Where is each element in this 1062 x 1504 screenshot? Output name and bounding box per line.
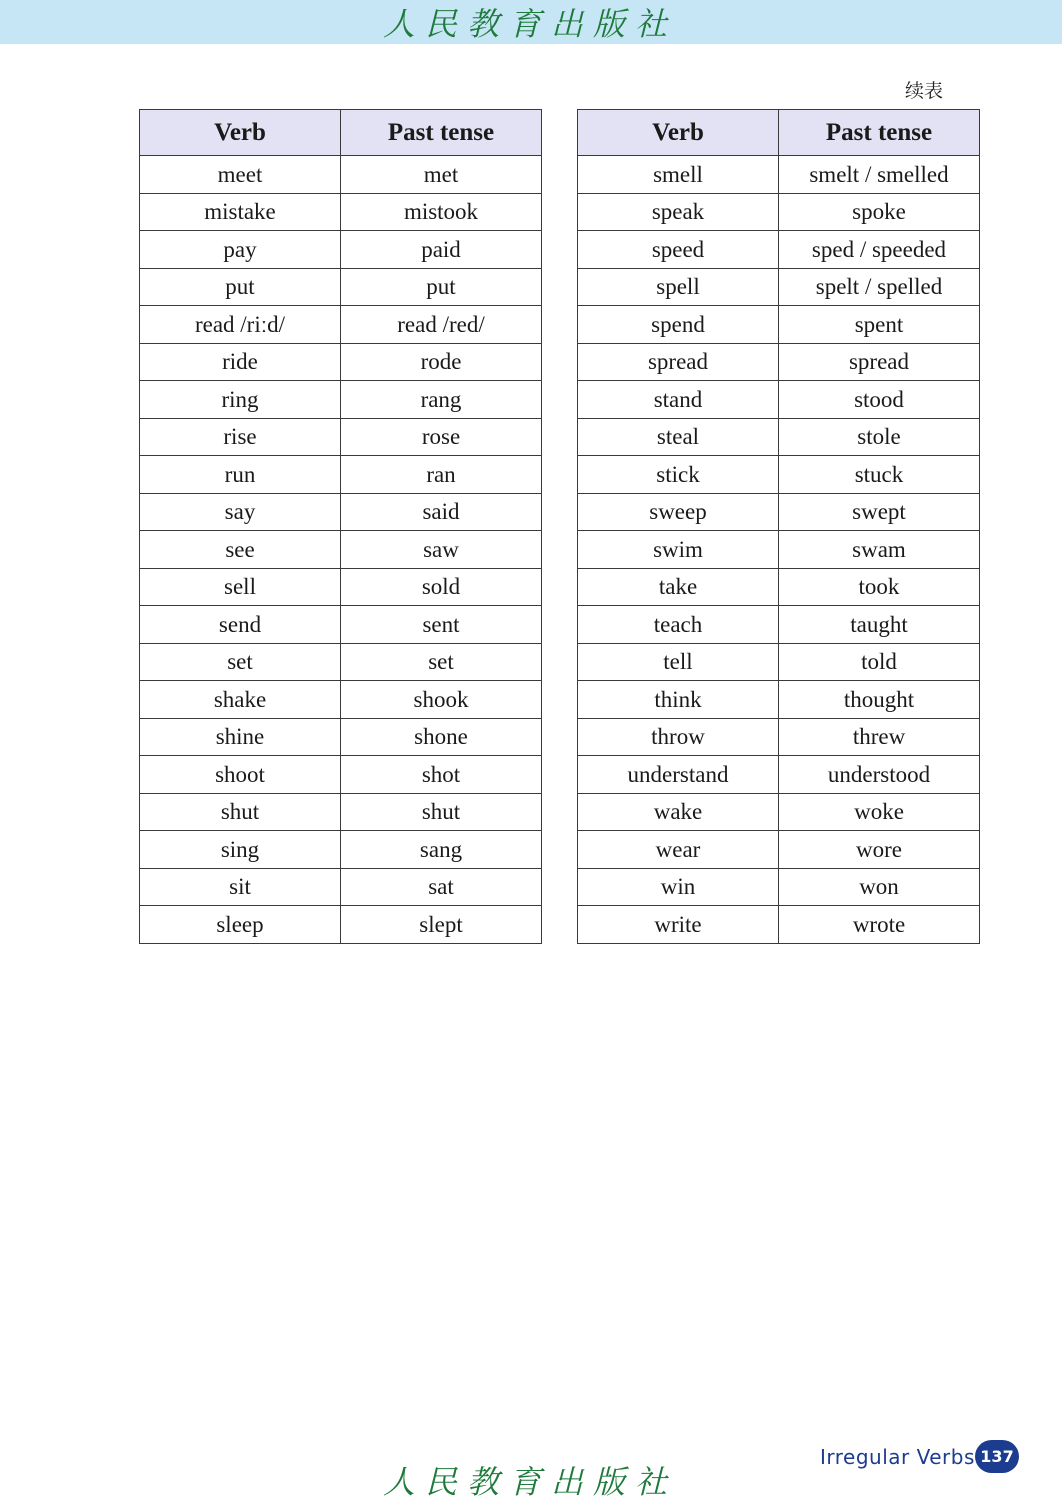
verb-cell: rise <box>140 418 341 456</box>
verb-cell: sit <box>140 868 341 906</box>
past-tense-cell: stole <box>779 418 980 456</box>
table-row <box>578 418 980 456</box>
table-row <box>578 718 980 756</box>
past-tense-cell: set <box>341 643 542 681</box>
table-row <box>140 793 542 831</box>
past-tense-cell: sat <box>341 868 542 906</box>
past-tense-cell: swept <box>779 493 980 531</box>
verb-cell: ring <box>140 381 341 419</box>
verb-cell: tell <box>578 643 779 681</box>
table-row <box>578 756 980 794</box>
verb-cell: spend <box>578 306 779 344</box>
verb-cell: sell <box>140 568 341 606</box>
verb-cell: understand <box>578 756 779 794</box>
past-tense-cell: smelt / smelled <box>779 156 980 194</box>
past-tense-cell: met <box>341 156 542 194</box>
table-row <box>578 531 980 569</box>
table-row <box>578 906 980 944</box>
header-verb: Verb <box>578 110 779 156</box>
table-row <box>140 268 542 306</box>
past-tense-cell: rode <box>341 343 542 381</box>
past-tense-cell: slept <box>341 906 542 944</box>
past-tense-cell: mistook <box>341 193 542 231</box>
table-row <box>140 756 542 794</box>
header-past-tense: Past tense <box>779 110 980 156</box>
table-row <box>578 156 980 194</box>
table-row <box>140 193 542 231</box>
past-tense-cell: put <box>341 268 542 306</box>
continued-label: 续表 <box>905 80 944 102</box>
header-verb: Verb <box>140 110 341 156</box>
verb-cell: steal <box>578 418 779 456</box>
verb-cell: mistake <box>140 193 341 231</box>
verb-cell: stand <box>578 381 779 419</box>
table-row <box>140 643 542 681</box>
past-tense-cell: said <box>341 493 542 531</box>
verb-table-left <box>139 109 542 944</box>
table-header-row <box>578 110 980 156</box>
verb-cell: ride <box>140 343 341 381</box>
table-row <box>578 793 980 831</box>
table-row <box>140 606 542 644</box>
table-row <box>140 231 542 269</box>
past-tense-cell: rose <box>341 418 542 456</box>
verb-cell: sing <box>140 831 341 869</box>
past-tense-cell: won <box>779 868 980 906</box>
verb-cell: see <box>140 531 341 569</box>
past-tense-cell: spread <box>779 343 980 381</box>
table-row <box>140 381 542 419</box>
table-row <box>578 606 980 644</box>
past-tense-cell: understood <box>779 756 980 794</box>
verb-cell: think <box>578 681 779 719</box>
past-tense-cell: sang <box>341 831 542 869</box>
verb-cell: throw <box>578 718 779 756</box>
verb-cell: teach <box>578 606 779 644</box>
verb-cell: spread <box>578 343 779 381</box>
past-tense-cell: paid <box>341 231 542 269</box>
verb-cell: put <box>140 268 341 306</box>
verb-table-right <box>577 109 980 944</box>
table-row <box>578 268 980 306</box>
table-row <box>578 381 980 419</box>
table-row <box>578 306 980 344</box>
page-number-badge: 137 <box>975 1440 1019 1473</box>
table-row <box>140 531 542 569</box>
past-tense-cell: taught <box>779 606 980 644</box>
past-tense-cell: woke <box>779 793 980 831</box>
header-past-tense: Past tense <box>341 110 542 156</box>
past-tense-cell: thought <box>779 681 980 719</box>
table-row <box>578 681 980 719</box>
past-tense-cell: told <box>779 643 980 681</box>
table-row <box>578 643 980 681</box>
verb-cell: speed <box>578 231 779 269</box>
past-tense-cell: took <box>779 568 980 606</box>
verb-cell: wear <box>578 831 779 869</box>
verb-cell: speak <box>578 193 779 231</box>
verb-cell: run <box>140 456 341 494</box>
verb-cell: shoot <box>140 756 341 794</box>
table-row <box>140 493 542 531</box>
past-tense-cell: wore <box>779 831 980 869</box>
table-row <box>578 231 980 269</box>
verb-cell: read /riːd/ <box>140 306 341 344</box>
table-row <box>140 456 542 494</box>
verb-cell: stick <box>578 456 779 494</box>
past-tense-cell: threw <box>779 718 980 756</box>
table-row <box>578 343 980 381</box>
verb-cell: win <box>578 868 779 906</box>
past-tense-cell: sold <box>341 568 542 606</box>
verb-cell: shine <box>140 718 341 756</box>
verb-cell: meet <box>140 156 341 194</box>
section-title: Irregular Verbs <box>820 1445 975 1469</box>
past-tense-cell: swam <box>779 531 980 569</box>
past-tense-cell: spelt / spelled <box>779 268 980 306</box>
verb-cell: set <box>140 643 341 681</box>
table-row <box>140 831 542 869</box>
table-row <box>578 493 980 531</box>
verb-cell: spell <box>578 268 779 306</box>
verb-cell: wake <box>578 793 779 831</box>
table-row <box>140 343 542 381</box>
past-tense-cell: shone <box>341 718 542 756</box>
past-tense-cell: shot <box>341 756 542 794</box>
verb-cell: write <box>578 906 779 944</box>
past-tense-cell: ran <box>341 456 542 494</box>
past-tense-cell: sped / speeded <box>779 231 980 269</box>
table-row <box>578 831 980 869</box>
past-tense-cell: stood <box>779 381 980 419</box>
verb-cell: send <box>140 606 341 644</box>
table-row <box>578 568 980 606</box>
table-row <box>140 718 542 756</box>
verb-cell: pay <box>140 231 341 269</box>
past-tense-cell: wrote <box>779 906 980 944</box>
table-row <box>578 193 980 231</box>
verb-cell: swim <box>578 531 779 569</box>
past-tense-cell: spent <box>779 306 980 344</box>
table-row <box>578 456 980 494</box>
past-tense-cell: spoke <box>779 193 980 231</box>
past-tense-cell: stuck <box>779 456 980 494</box>
past-tense-cell: read /red/ <box>341 306 542 344</box>
table-row <box>140 156 542 194</box>
publisher-logo-bottom: 人民教育出版社 <box>382 1463 677 1501</box>
past-tense-cell: shook <box>341 681 542 719</box>
past-tense-cell: saw <box>341 531 542 569</box>
table-row <box>140 306 542 344</box>
verb-cell: say <box>140 493 341 531</box>
table-row <box>578 868 980 906</box>
verb-cell: sleep <box>140 906 341 944</box>
table-row <box>140 418 542 456</box>
past-tense-cell: shut <box>341 793 542 831</box>
verb-cell: sweep <box>578 493 779 531</box>
past-tense-cell: rang <box>341 381 542 419</box>
verb-cell: shake <box>140 681 341 719</box>
verb-cell: take <box>578 568 779 606</box>
past-tense-cell: sent <box>341 606 542 644</box>
publisher-logo-top: 人民教育出版社 <box>382 5 677 43</box>
table-row <box>140 681 542 719</box>
table-row <box>140 906 542 944</box>
verb-cell: shut <box>140 793 341 831</box>
table-header-row <box>140 110 542 156</box>
table-row <box>140 568 542 606</box>
table-row <box>140 868 542 906</box>
verb-cell: smell <box>578 156 779 194</box>
